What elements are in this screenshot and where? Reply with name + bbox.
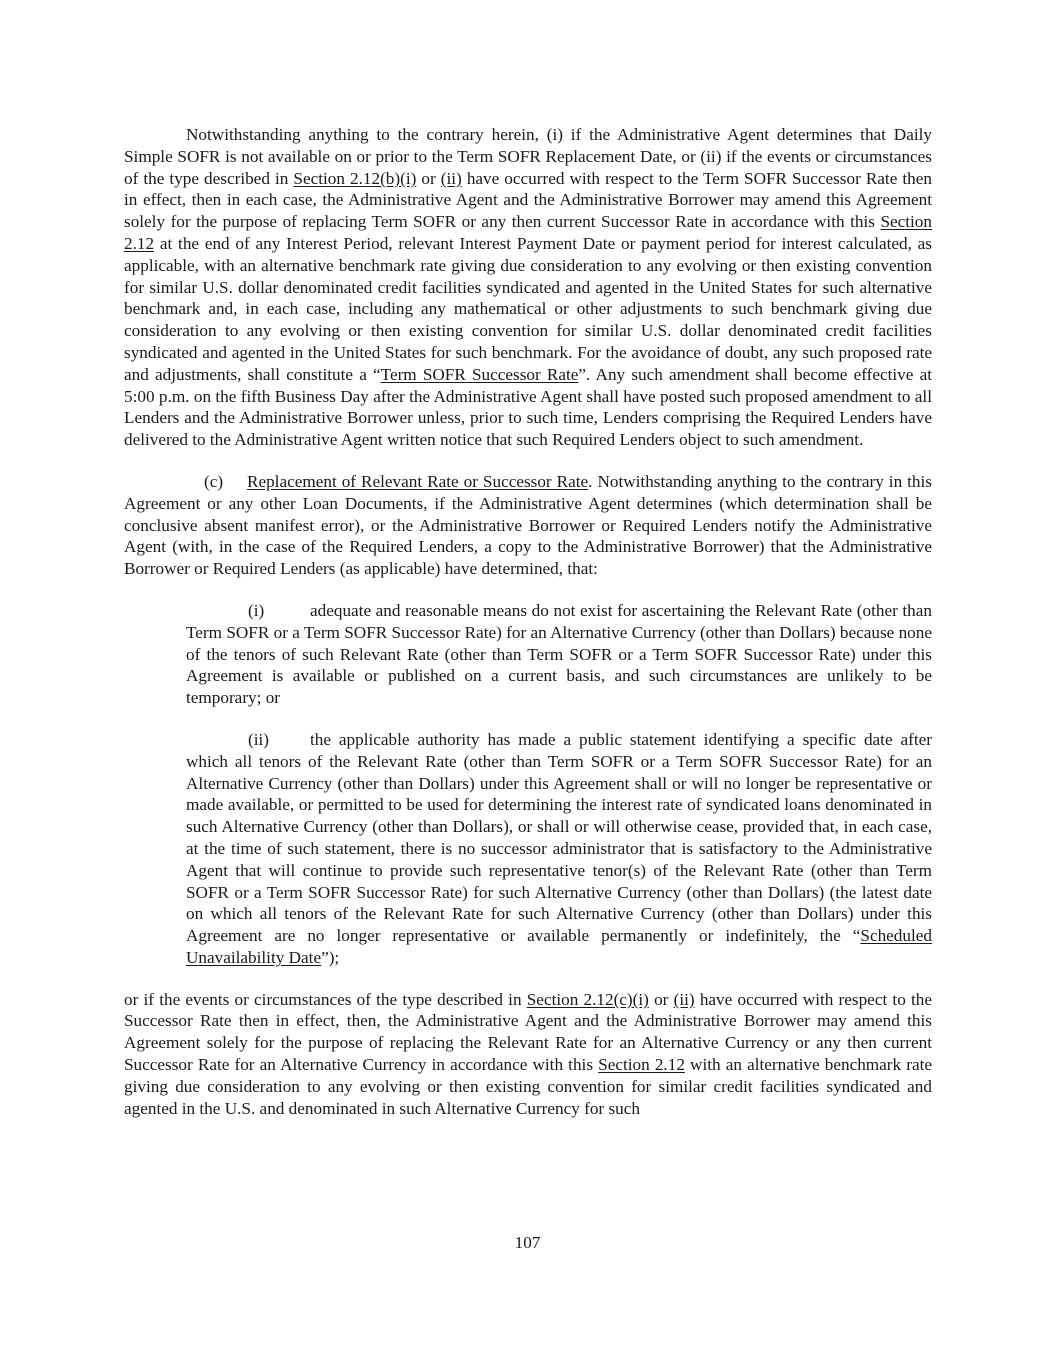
clause-heading: Replacement of Relevant Rate or Successor Rate (247, 471, 589, 491)
paragraph-successor-rate: or if the events or circumstances of the type described in Section 2.12(c)(i) or (ii) have occurred with respect to the Successor Rate then in effect, then, the Administrative Agent and the Administrative Borrower may amend this Agreement solely for the purpose of replacing the Relevant Rate for an Alternative Currency or any then current Successor Rate for an Alternative Currency in accordance with this Section 2.12 with an alternative benchmark rate giving due consideration to any evolving or then existing convention for similar credit facilities syndicated and agented in the U.S. and denominated in such Alternative Currency for such (124, 989, 932, 1118)
subclause-i: (i) adequate and reasonable means do not exist for ascertaining the Relevant Rate (other than Term SOFR or a Term SOFR Successor Rate) for an Alternative Currency (other than Dollars) because none of the tenors of such Relevant Rate (other than Term SOFR or a Term SOFR Successor Rate) under this Agreement is available or published on a current basis, and such circumstances are unlikely to be temporary; or (186, 600, 932, 708)
section-reference: Section 2.12(b)(i) (293, 168, 417, 188)
clause-number: (c) (204, 471, 224, 491)
clause-number: (i) (248, 600, 265, 620)
document-page (124, 124, 932, 1119)
section-reference: (ii) (440, 168, 462, 188)
paragraph-c: (c) Replacement of Relevant Rate or Successor Rate. Notwithstanding anything to the contrary in this Agreement or any other Loan Documents, if the Administrative Agent determines (which determination shall be conclusive absent manifest error), or the Administrative Borrower or Required Lenders notify the Administrative Agent (with, in the case of the Required Lenders, a copy to the Administrative Borrower) that the Administrative Borrower or Required Lenders (as applicable) have determined, that: (124, 471, 932, 579)
paragraph-term-sofr-successor: Notwithstanding anything to the contrary herein, (i) if the Administrative Agent determines that Daily Simple SOFR is not available on or prior to the Term SOFR Replacement Date, or (ii) if the events or circumstances of the type described in Section 2.12(b)(i) or (ii) have occurred with respect to the Term SOFR Successor Rate then in effect, then in each case, the Administrative Agent and the Administrative Borrower may amend this Agreement solely for the purpose of replacing Term SOFR or any then current Successor Rate in accordance with this Section 2.12 at the end of any Interest Period, relevant Interest Payment Date or payment period for interest calculated, as applicable, with an alternative benchmark rate giving due consideration to any evolving or then existing convention for similar U.S. dollar denominated credit facilities syndicated and agented in the United States for such alternative benchmark and, in each case, including any mathematical or other adjustments to such benchmark giving due consideration to any evolving or then existing convention for similar U.S. dollar denominated credit facilities syndicated and agented in the United States for such benchmark. For the avoidance of doubt, any such proposed rate and adjustments, shall constitute a “Term SOFR Successor Rate”. Any such amendment shall become effective at 5:00 p.m. on the fifth Business Day after the Administrative Agent shall have posted such proposed amendment to all Lenders and the Administrative Borrower unless, prior to such time, Lenders comprising the Required Lenders have delivered to the Administrative Agent written notice that such Required Lenders object to such amendment. (124, 125, 932, 450)
section-reference: Section 2.12(c)(i) (526, 989, 649, 1009)
defined-term: Term SOFR Successor Rate (380, 364, 579, 384)
section-reference: Section 2.12 (598, 1055, 685, 1075)
section-reference: (ii) (673, 989, 695, 1009)
subclause-ii: (ii) the applicable authority has made a public statement identifying a specific date after which all tenors of the Relevant Rate (other than Term SOFR or a Term SOFR Successor Rate) for an Alternative Currency (other than Dollars) under this Agreement shall or will no longer be representative or made available, or permitted to be used for determining the interest rate of syndicated loans denominated in such Alternative Currency (other than Dollars), or shall or will otherwise cease, provided that, in each case, at the time of such statement, there is no successor administrator that is satisfactory to the Administrative Agent that will continue to provide such representative tenor(s) of the Relevant Rate (other than Term SOFR or a Term SOFR Successor Rate) for such Alternative Currency (other than Dollars) (the latest date on which all tenors of the Relevant Rate for such Alternative Currency (other than Dollars) under this Agreement are no longer representative or available permanently or indefinitely, the “Scheduled Unavailability Date”); (186, 729, 932, 967)
clause-number: (ii) (248, 729, 269, 749)
section-reference: Section 2.12 (124, 212, 932, 253)
page-number: 107 (514, 1233, 541, 1252)
defined-term: Scheduled Unavailability Date (186, 926, 932, 967)
